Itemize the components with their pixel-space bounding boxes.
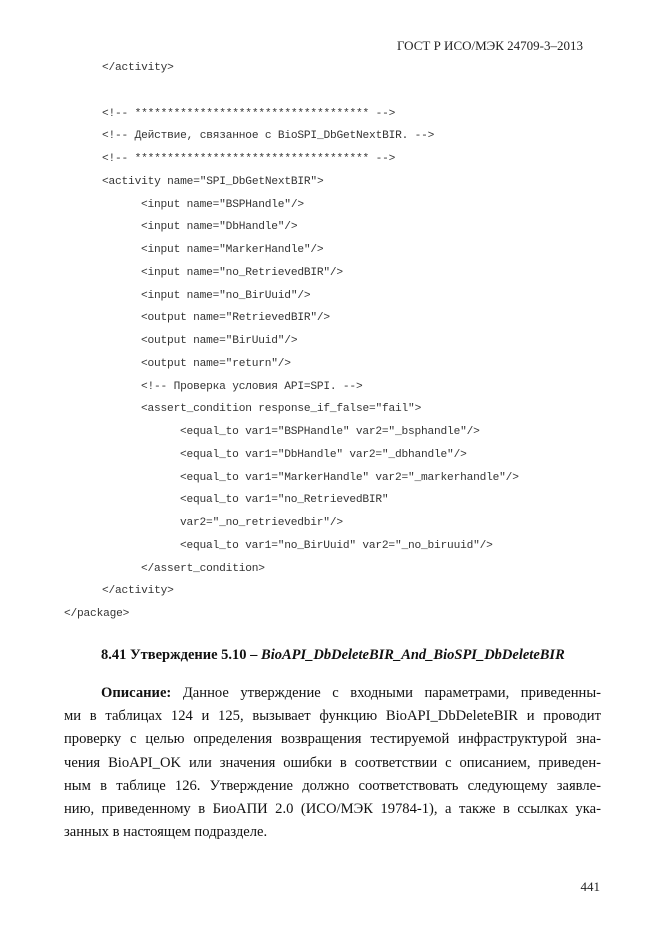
code-line: <equal_to var1="no_BirUuid" var2="_no_biruuid"/> <box>180 539 493 552</box>
code-line: <output name="BirUuid"/> <box>141 335 298 347</box>
paragraph-line <box>64 682 601 705</box>
code-line: <input name="no_RetrievedBIR"/> <box>141 266 343 279</box>
description-paragraph <box>64 682 601 844</box>
paragraph-line: нию, приведенному в БиоАПИ 2.0 (ИСО/МЭК 19784-1), а также в ссылках ука- <box>64 801 601 818</box>
code-line: <!-- Действие, связанное с BioSPI_DbGetNextBIR. --> <box>102 130 435 143</box>
paragraph-line: проверку с целью определения возвращения тестируемой инфраструктурой зна- <box>64 731 601 748</box>
code-line: <!-- ************************************ --> <box>102 153 396 165</box>
section-heading <box>101 647 565 664</box>
code-line: <input name="no_BirUuid"/> <box>141 289 311 302</box>
code-line: <equal_to var1="DbHandle" var2="_dbhandle"/> <box>180 448 467 461</box>
code-line: <equal_to var1="BSPHandle" var2="_bsphandle"/> <box>180 426 480 438</box>
document-header: ГОСТ Р ИСО/МЭК 24709-3–2013 <box>396 38 583 53</box>
code-line: <!-- ************************************ --> <box>102 107 396 120</box>
code-line: <output name="RetrievedBIR"/> <box>141 312 330 325</box>
code-line: <activity name="SPI_DbGetNextBIR"> <box>102 175 324 188</box>
paragraph-line: ми в таблицах 124 и 125, вызывает функцию BioAPI_DbDeleteBIR и проводит <box>64 708 601 725</box>
description-lead: Описание: <box>101 685 172 701</box>
paragraph-line: чения BioAPI_OK или значения ошибки в соответствии с описанием, приведен- <box>64 754 601 771</box>
paragraph-line: занных в настоящем подразделе. <box>64 824 268 841</box>
code-line: <equal_to var1="MarkerHandle" var2="_markerhandle"/> <box>180 471 519 484</box>
paragraph-line-text: Данное утверждение с входными параметрами, приведенны- <box>171 685 601 701</box>
code-line: <input name="MarkerHandle"/> <box>141 244 324 256</box>
code-line: </activity> <box>102 62 174 74</box>
section-number: 8.41 <box>101 647 127 663</box>
paragraph-line: ным в таблице 126. Утверждение должно соответствовать следующему заявле- <box>64 777 601 794</box>
code-line: </package> <box>64 608 130 620</box>
code-line: <input name="BSPHandle"/> <box>141 198 304 211</box>
code-line: <assert_condition response_if_false="fail"> <box>141 403 422 416</box>
code-line: <input name="DbHandle"/> <box>141 221 298 234</box>
code-line: var2="_no_retrievedbir"/> <box>180 517 343 529</box>
page-number: 441 <box>580 879 600 894</box>
code-line: <equal_to var1="no_RetrievedBIR" <box>180 494 389 507</box>
code-line: </activity> <box>102 585 174 598</box>
code-line: <output name="return"/> <box>141 357 291 370</box>
code-line: </assert_condition> <box>141 562 265 575</box>
section-title-api: BioAPI_DbDeleteBIR_And_BioSPI_DbDeleteBIR <box>261 647 565 663</box>
code-line: <!-- Проверка условия API=SPI. --> <box>141 380 363 393</box>
section-title-prefix: Утверждение 5.10 – <box>130 647 258 663</box>
